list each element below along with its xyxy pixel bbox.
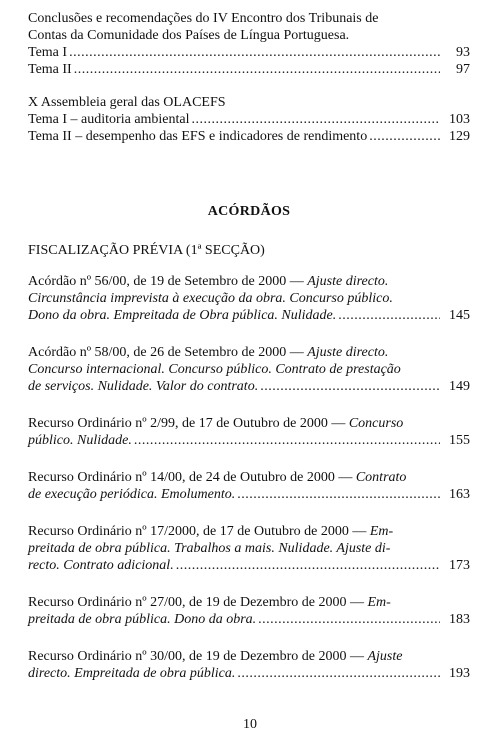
toc-entry	[28, 415, 470, 449]
entry-subject: recto. Contrato adicional.	[28, 558, 174, 573]
entry-title: Acórdão nº 58/00, de 26 de Setembro de 2000 —	[28, 345, 308, 360]
toc-item-page: 97	[456, 62, 470, 77]
leader-dots	[369, 128, 440, 145]
conclusoes-section	[28, 10, 470, 78]
entry-subject: preitada de obra pública. Trabalhos a mais. Nulidade. Ajuste di-	[28, 541, 391, 556]
toc-item	[28, 128, 470, 145]
entry-page: 173	[449, 558, 470, 573]
toc-entry	[28, 523, 470, 574]
leader-dots	[258, 611, 440, 628]
entry-subject: de serviços. Nulidade. Valor do contrato.	[28, 379, 259, 394]
entry-subject: Concurso	[348, 416, 404, 431]
toc-item-page: 103	[449, 112, 470, 127]
entry-page: 193	[449, 666, 470, 681]
page-number: 10	[243, 717, 257, 732]
entry-title: Acórdão nº 56/00, de 19 de Setembro de 2000 —	[28, 274, 308, 289]
toc-item	[28, 61, 470, 78]
entry-subject: directo. Empreitada de obra pública.	[28, 666, 236, 681]
leader-dots	[176, 557, 440, 574]
entry-last-line	[28, 307, 470, 324]
entry-subject: Circunstância imprevista à execução da obra. Concurso público.	[28, 291, 393, 306]
entry-subject: Ajuste directo.	[307, 345, 389, 360]
entry-title: Recurso Ordinário nº 2/99, de 17 de Outubro de 2000 —	[28, 416, 349, 431]
entry-subject: Ajuste directo.	[307, 274, 389, 289]
olacefs-title: X Assembleia geral das OLACEFS	[28, 95, 226, 110]
toc-page	[28, 10, 470, 702]
conclusoes-title-line: Contas da Comunidade dos Países de Língua Portuguesa.	[28, 28, 350, 43]
entry-subject: Dono da obra. Empreitada de Obra pública. Nulidade.	[28, 308, 337, 323]
toc-item-page: 93	[456, 45, 470, 60]
leader-dots	[134, 432, 440, 449]
leader-dots	[237, 665, 440, 682]
leader-dots	[260, 378, 440, 395]
entry-last-line	[28, 432, 470, 449]
entry-subject: Em-	[369, 524, 394, 539]
toc-item-label: Tema I – auditoria ambiental	[28, 112, 190, 127]
toc-item-label: Tema I	[28, 45, 68, 60]
entry-page: 155	[449, 433, 470, 448]
entry-last-line	[28, 557, 470, 574]
entry-page: 145	[449, 308, 470, 323]
entry-last-line	[28, 611, 470, 628]
entry-title: Recurso Ordinário nº 30/00, de 19 de Dezembro de 2000 —	[28, 649, 368, 664]
entry-title: Recurso Ordinário nº 17/2000, de 17 de Outubro de 2000 —	[28, 524, 370, 539]
entry-subject: Ajuste	[367, 649, 403, 664]
toc-item	[28, 44, 470, 61]
leader-dots	[192, 111, 440, 128]
olacefs-section	[28, 94, 470, 145]
entry-last-line	[28, 486, 470, 503]
toc-item	[28, 111, 470, 128]
entry-last-line	[28, 665, 470, 682]
entry-subject: Em-	[367, 595, 391, 610]
entry-title: Recurso Ordinário nº 27/00, de 19 de Dezembro de 2000 —	[28, 595, 368, 610]
toc-item-label: Tema II – desempenho das EFS e indicadores de rendimento	[28, 129, 368, 144]
entry-subject: público. Nulidade.	[28, 433, 132, 448]
toc-entry	[28, 594, 470, 628]
toc-entry	[28, 273, 470, 324]
entry-page: 183	[449, 612, 470, 627]
fiscalizacao-title: FISCALIZAÇÃO PRÉVIA (1ª SECÇÃO)	[28, 243, 265, 258]
toc-entry	[28, 469, 470, 503]
leader-dots	[69, 44, 440, 61]
entry-subject: Contrato	[355, 470, 407, 485]
entry-last-line	[28, 378, 470, 395]
entry-subject: preitada de obra pública. Dono da obra.	[28, 612, 257, 627]
toc-item-label: Tema II	[28, 62, 72, 77]
entry-title: Recurso Ordinário nº 14/00, de 24 de Outubro de 2000 —	[28, 470, 356, 485]
leader-dots	[338, 307, 440, 324]
entry-page: 149	[449, 379, 470, 394]
toc-entry	[28, 344, 470, 395]
leader-dots	[237, 486, 440, 503]
entry-page: 163	[449, 487, 470, 502]
acordaos-heading: ACÓRDÃOS	[207, 204, 291, 219]
toc-item-page: 129	[449, 129, 470, 144]
toc-entry	[28, 648, 470, 682]
entry-subject: de execução periódica. Emolumento.	[28, 487, 236, 502]
entry-subject: Concurso internacional. Concurso público. Contrato de prestação	[28, 362, 401, 377]
leader-dots	[74, 61, 440, 78]
conclusoes-title-line: Conclusões e recomendações do IV Encontro dos Tribunais de	[28, 11, 379, 26]
